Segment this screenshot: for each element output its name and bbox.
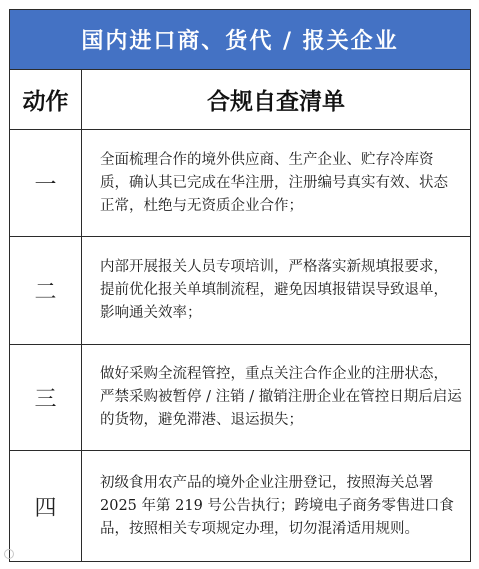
watermark [4,549,14,559]
checklist-item: 做好采购全流程管控，重点关注合作企业的注册状态，严禁采购被暂停 / 注销 / 撤销注册企业在管控日期后启运的货物，避免滞港、退运损失； [82,345,471,451]
compliance-checklist-table [9,9,471,562]
table-row [10,451,471,562]
checklist-item: 全面梳理合作的境外供应商、生产企业、贮存冷库资质，确认其已完成在华注册，注册编号真实有效、状态正常，杜绝与无资质企业合作； [82,130,471,237]
checklist-item: 初级食用农产品的境外企业注册登记，按照海关总署 2025 年第 219 号公告执行；跨境电子商务零售进口食品，按照相关专项规定办理，切勿混淆适用规则。 [82,451,471,562]
checklist-item: 内部开展报关人员专项培训，严格落实新规填报要求，提前优化报关单填制流程，避免因填报错误导致退单，影响通关效率； [82,237,471,345]
table-row [10,237,471,345]
table-title: 国内进口商、货代 / 报关企业 [10,10,471,70]
header-row [10,70,471,130]
title-row [10,10,471,70]
checklist-column-header: 合规自查清单 [82,70,471,130]
table-row [10,345,471,451]
watermark-logo-icon [4,549,14,559]
action-number: 二 [10,237,82,345]
action-number: 四 [10,451,82,562]
action-number: 一 [10,130,82,237]
action-column-header: 动作 [10,70,82,130]
action-number: 三 [10,345,82,451]
table-row [10,130,471,237]
